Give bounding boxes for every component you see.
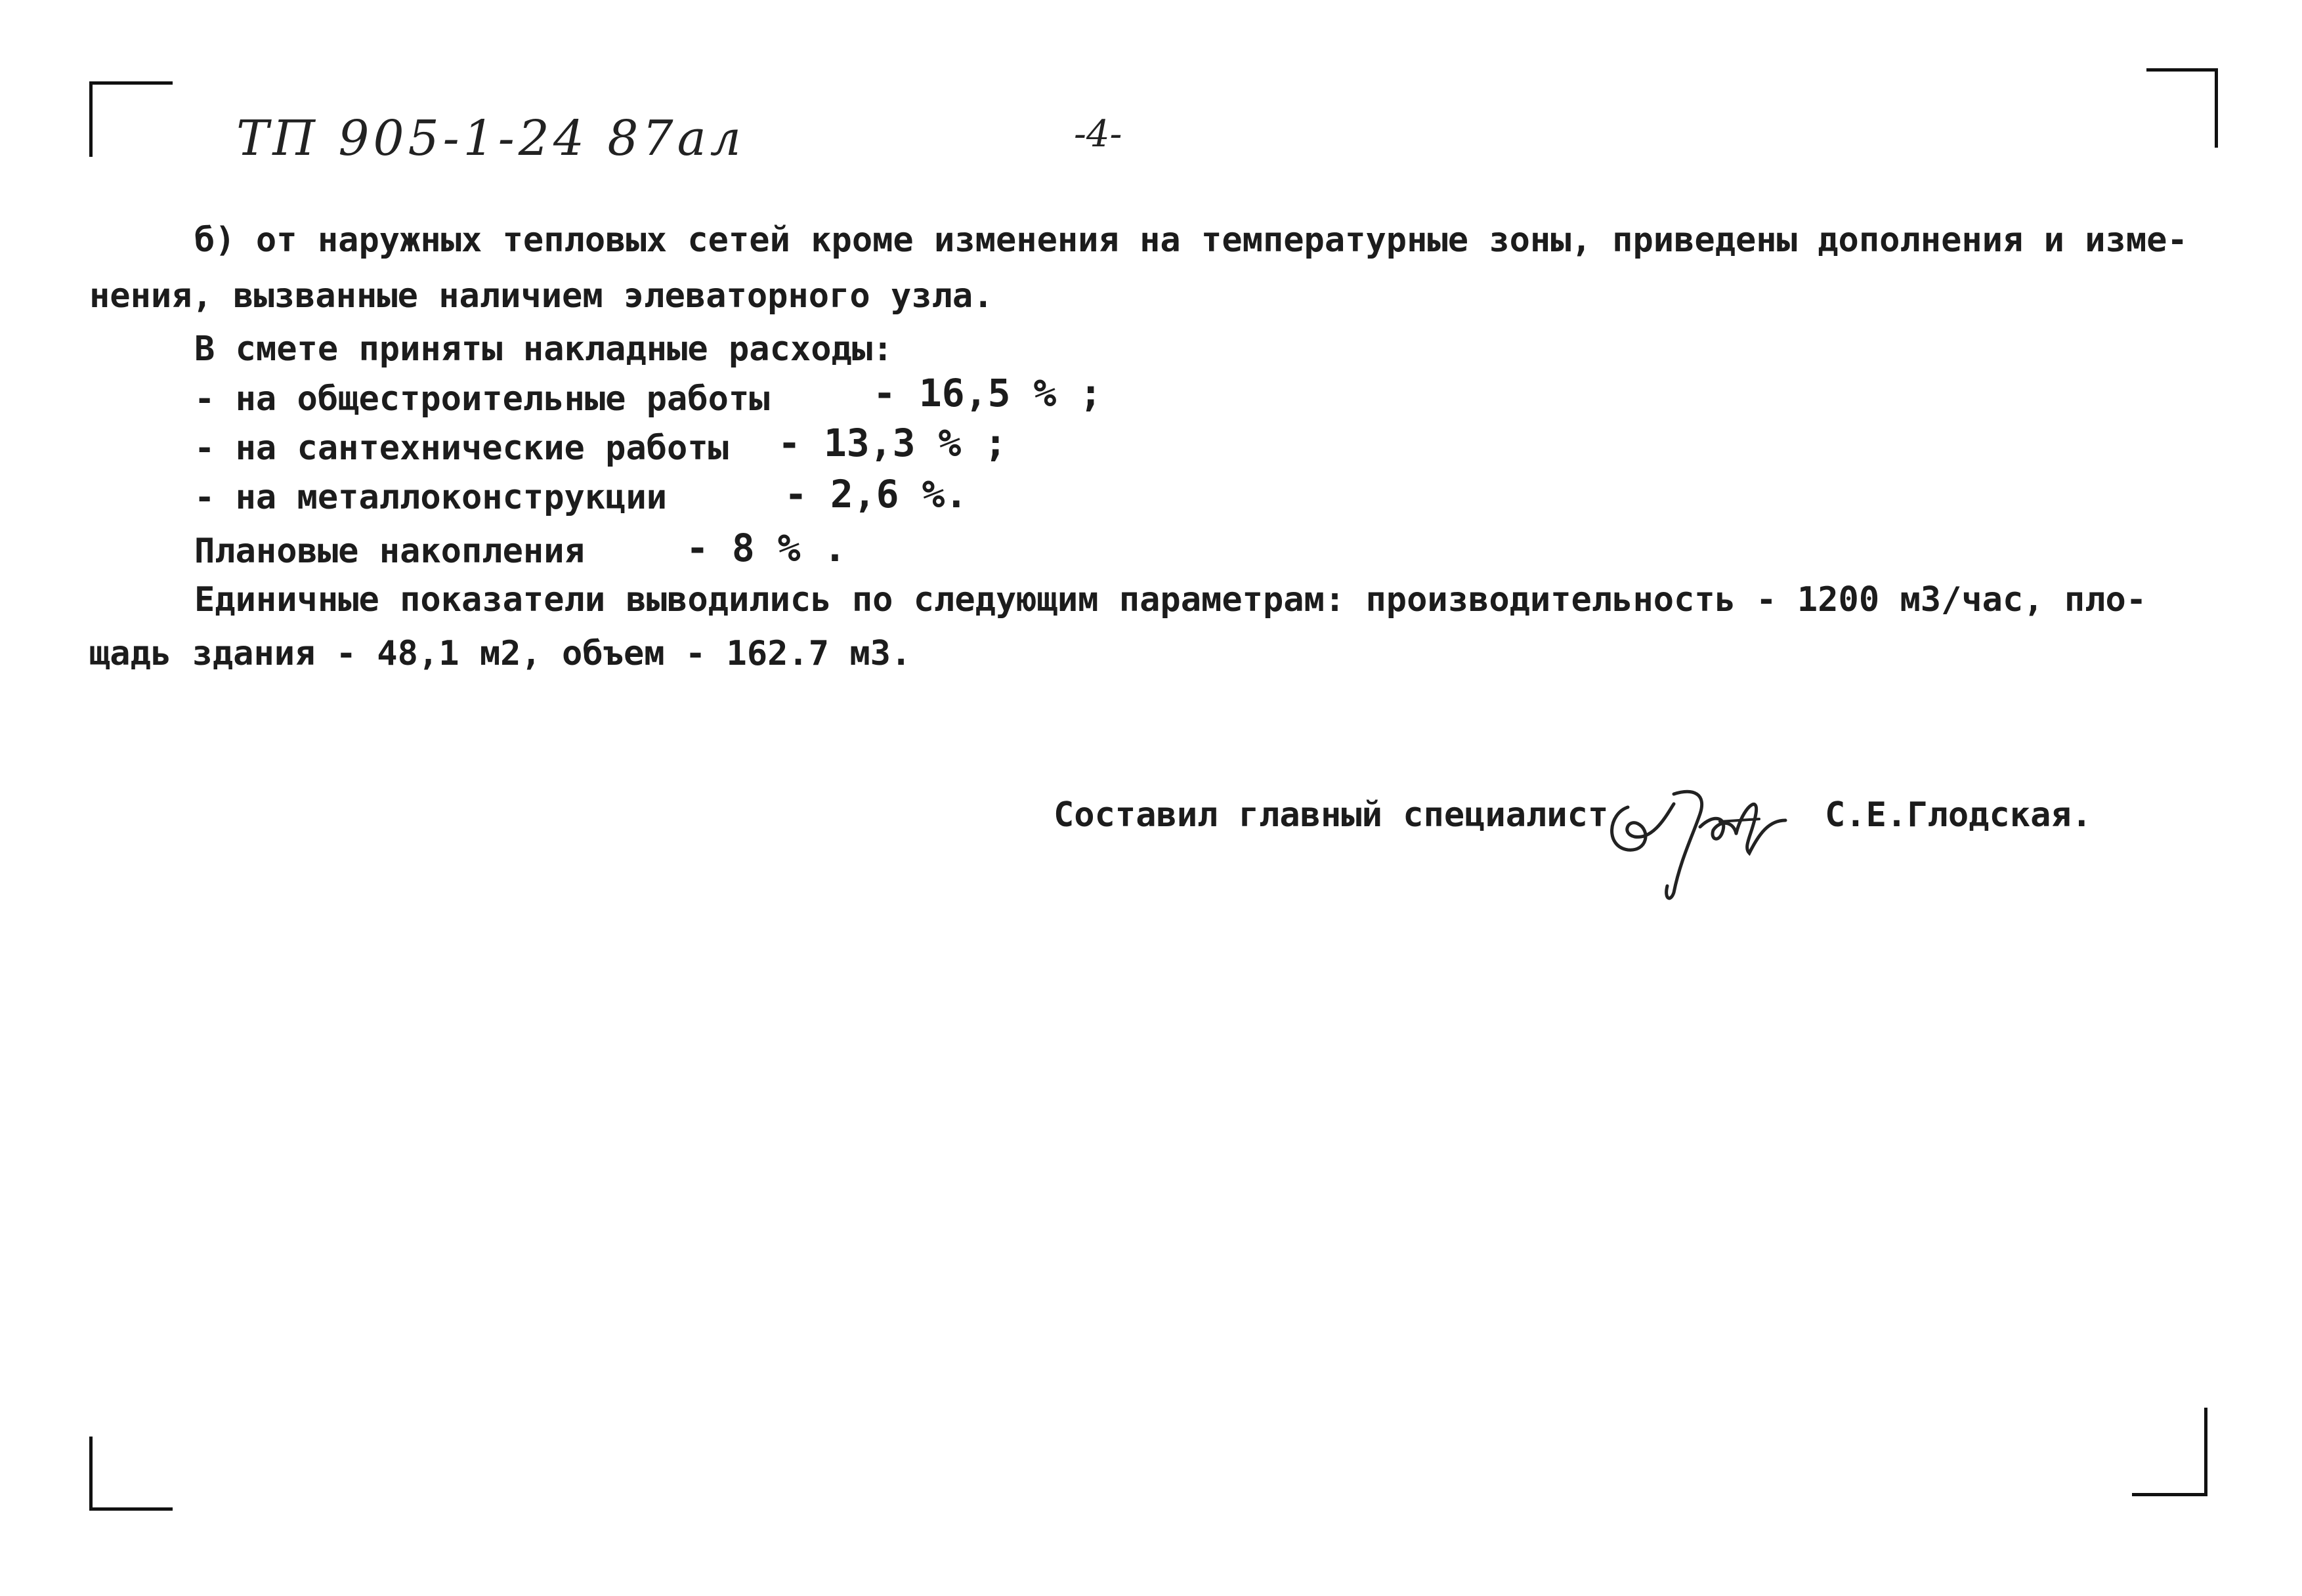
corner-mark-bottom-right [2132, 1408, 2207, 1496]
overhead-item-sanitary: - на сантехнические работы [194, 429, 729, 468]
planned-savings-label: Плановые накопления [194, 532, 585, 571]
overhead-item-general: - на общестроительные работы [194, 379, 770, 419]
signature-name: С.Е.Глодская. [1825, 795, 2092, 835]
overhead-value-sanitary: - 13,3 % ; [778, 421, 1008, 465]
paragraph-line: нения, вызванные наличием элеваторного узла. [89, 276, 994, 316]
corner-mark-bottom-left [89, 1437, 173, 1511]
overhead-value-metal: - 2,6 %. [784, 472, 968, 516]
overhead-value-general: - 16,5 % ; [873, 371, 1103, 415]
handwritten-signature-icon [1602, 768, 1792, 906]
signature-caption: Составил главный специалист [1054, 795, 1609, 835]
planned-savings-value: - 8 % . [686, 526, 847, 570]
corner-mark-top-left [89, 81, 173, 157]
overhead-item-metal: - на металлоконструкции [194, 478, 668, 517]
paragraph-line: Единичные показатели выводились по следующим параметрам: производительность - 1200 м3/час, пло- [194, 580, 2147, 620]
overhead-heading: В смете приняты накладные расходы: [194, 329, 893, 369]
document-code: ТП 905-1-24 87ал [236, 110, 745, 167]
paragraph-line: щадь здания - 48,1 м2, объем - 162.7 м3. [89, 634, 912, 673]
paragraph-line: б) от наружных тепловых сетей кроме изменения на температурные зоны, приведены дополнения и изме- [194, 220, 2188, 260]
page-number: -4- [1074, 113, 1122, 156]
corner-mark-top-right [2146, 68, 2218, 148]
